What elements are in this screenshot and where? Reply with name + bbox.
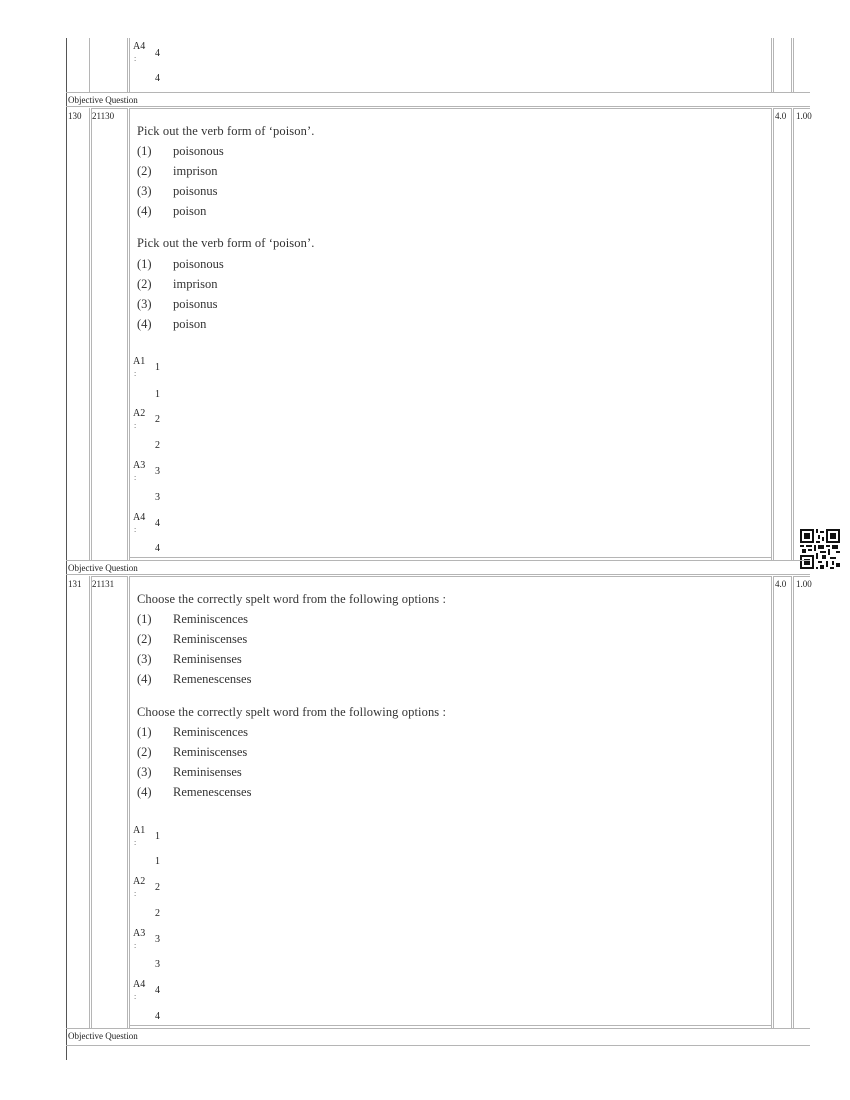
answer-value: 4 <box>155 985 160 996</box>
option-number: (2) <box>137 164 152 178</box>
answer-colon: : <box>134 369 137 378</box>
qr-code-icon <box>800 529 840 569</box>
answer-colon: : <box>134 992 137 1001</box>
answer-colon: : <box>134 421 137 430</box>
answer-value: 4 <box>155 48 160 59</box>
answer-value: 2 <box>155 414 160 425</box>
answer-value: 1 <box>155 362 160 373</box>
option-text: Reminiscenses <box>173 632 248 646</box>
answer-colon: : <box>134 54 137 63</box>
option-text: Reminisenses <box>173 765 242 779</box>
answer-colon: : <box>134 838 137 847</box>
option-number: (4) <box>137 317 152 331</box>
option-text: Reminiscences <box>173 612 248 626</box>
answer-label: A4 <box>133 512 146 523</box>
question-id: 21130 <box>92 111 115 121</box>
option-number: (3) <box>137 652 152 666</box>
question-text-repeat: Pick out the verb form of ‘poison’. <box>137 236 315 250</box>
option-number: (2) <box>137 745 152 759</box>
answer-value: 3 <box>155 466 160 477</box>
option-number: (1) <box>137 725 152 739</box>
answer-sub-value: 3 <box>155 959 160 970</box>
answer-label: A2 <box>133 408 146 419</box>
answer-sub-value: 2 <box>155 908 160 919</box>
answer-sub-value: 4 <box>155 73 160 84</box>
answer-sub-value: 3 <box>155 492 160 503</box>
option-text: poisonus <box>173 297 218 311</box>
answer-value: 3 <box>155 934 160 945</box>
option-text: poison <box>173 204 207 218</box>
answer-colon: : <box>134 941 137 950</box>
section-label: Objective Question <box>68 95 138 105</box>
answer-label: A3 <box>133 460 146 471</box>
option-text: Reminisenses <box>173 652 242 666</box>
answer-value: 2 <box>155 882 160 893</box>
answer-sub-value: 4 <box>155 1011 160 1022</box>
option-number: (1) <box>137 257 152 271</box>
question-text: Choose the correctly spelt word from the following options : <box>137 592 447 606</box>
question-id: 21131 <box>92 579 115 589</box>
question-text-repeat: Choose the correctly spelt word from the following options : <box>137 705 447 719</box>
question-number: 130 <box>68 111 82 121</box>
question-negative-marks: 1.00 <box>796 579 812 589</box>
question-marks: 4.0 <box>775 579 787 589</box>
option-text: Reminiscences <box>173 725 248 739</box>
option-number: (2) <box>137 277 152 291</box>
option-number: (2) <box>137 632 152 646</box>
option-text: poisonus <box>173 184 218 198</box>
answer-label: A3 <box>133 928 146 939</box>
option-number: (3) <box>137 297 152 311</box>
answer-value: 4 <box>155 518 160 529</box>
option-text: poison <box>173 317 207 331</box>
option-text: poisonous <box>173 257 224 271</box>
answer-sub-value: 2 <box>155 440 160 451</box>
answer-value: 1 <box>155 831 160 842</box>
answer-label: A4 <box>133 979 146 990</box>
option-number: (1) <box>137 612 152 626</box>
option-number: (3) <box>137 765 152 779</box>
question-number: 131 <box>68 579 82 589</box>
answer-label: A1 <box>133 356 146 367</box>
option-number: (4) <box>137 204 152 218</box>
answer-colon: : <box>134 525 137 534</box>
section-label: Objective Question <box>68 1031 138 1041</box>
answer-colon: : <box>134 473 137 482</box>
question-marks: 4.0 <box>775 111 787 121</box>
section-label: Objective Question <box>68 563 138 573</box>
answer-colon: : <box>134 889 137 898</box>
option-text: imprison <box>173 164 218 178</box>
answer-sub-value: 1 <box>155 856 160 867</box>
option-number: (4) <box>137 785 152 799</box>
option-text: Remenescenses <box>173 785 252 799</box>
page-left-border <box>66 38 67 1060</box>
answer-sub-value: 1 <box>155 389 160 400</box>
answer-label: A2 <box>133 876 146 887</box>
option-text: Remenescenses <box>173 672 252 686</box>
option-text: imprison <box>173 277 218 291</box>
option-text: Reminiscenses <box>173 745 248 759</box>
question-text: Pick out the verb form of ‘poison’. <box>137 124 315 138</box>
option-number: (1) <box>137 144 152 158</box>
option-number: (3) <box>137 184 152 198</box>
question-negative-marks: 1.00 <box>796 111 812 121</box>
answer-label: A4 <box>133 41 146 52</box>
answer-sub-value: 4 <box>155 543 160 554</box>
answer-label: A1 <box>133 825 146 836</box>
option-number: (4) <box>137 672 152 686</box>
option-text: poisonous <box>173 144 224 158</box>
